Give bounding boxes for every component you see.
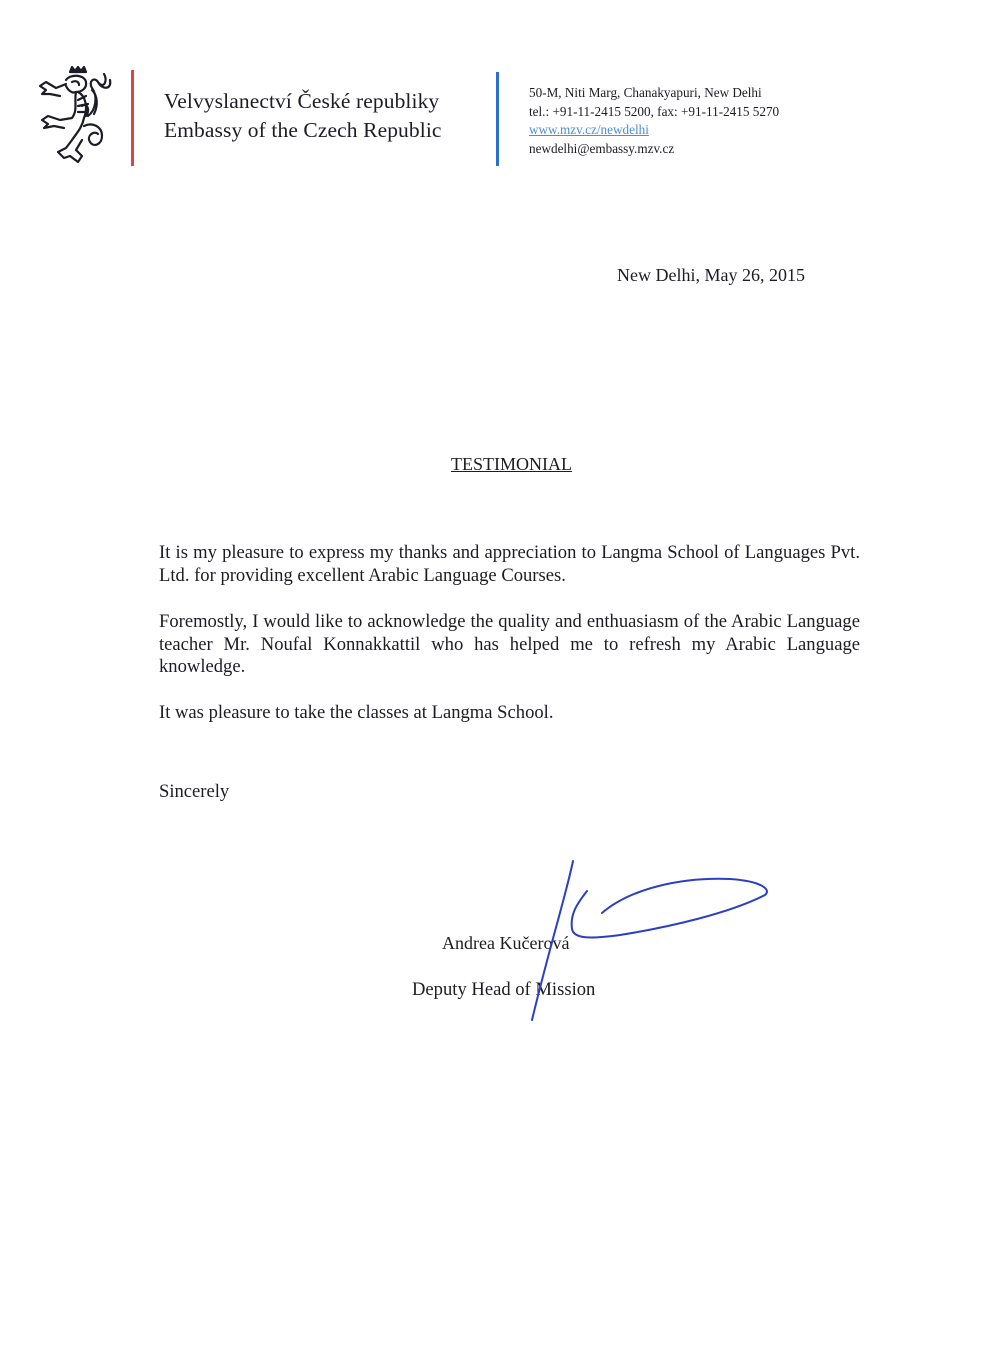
- signatory-title: Deputy Head of Mission: [412, 979, 596, 1000]
- embassy-address: 50-M, Niti Marg, Chanakyapuri, New Delhi: [529, 85, 762, 100]
- closing: Sincerely: [159, 781, 230, 802]
- embassy-contact-block: [529, 84, 779, 158]
- body-paragraph: It is my pleasure to express my thanks and appreciation to Langma School of Languages Pvt. Ltd. for providing excellent Arabic Language Courses.: [159, 542, 860, 586]
- body-paragraph: Foremostly, I would like to acknowledge the quality and enthuasiasm of the Arabic Language teacher Mr. Noufal Konnakkattil who has helped me to refresh my Arabic Language knowledge.: [159, 611, 860, 677]
- embassy-name-czech: Velvyslanectví České republiky: [164, 89, 440, 113]
- embassy-name-english: Embassy of the Czech Republic: [164, 118, 442, 142]
- body-paragraph: It was pleasure to take the classes at Langma School.: [159, 702, 554, 723]
- letterhead-red-rule: [131, 70, 134, 166]
- letterhead-blue-rule: [496, 72, 499, 166]
- embassy-website-link[interactable]: www.mzv.cz/newdelhi: [529, 122, 649, 137]
- embassy-phone-fax: tel.: +91-11-2415 5200, fax: +91-11-2415 5270: [529, 103, 780, 119]
- handwritten-signature: [480, 855, 780, 1030]
- letter-title: TESTIMONIAL: [451, 454, 572, 474]
- letter-date: New Delhi, May 26, 2015: [617, 265, 805, 285]
- signatory-name: Andrea Kučerová: [442, 933, 570, 953]
- embassy-email: newdelhi@embassy.mzv.cz: [529, 140, 675, 156]
- czech-lion-crest-icon: [32, 66, 118, 166]
